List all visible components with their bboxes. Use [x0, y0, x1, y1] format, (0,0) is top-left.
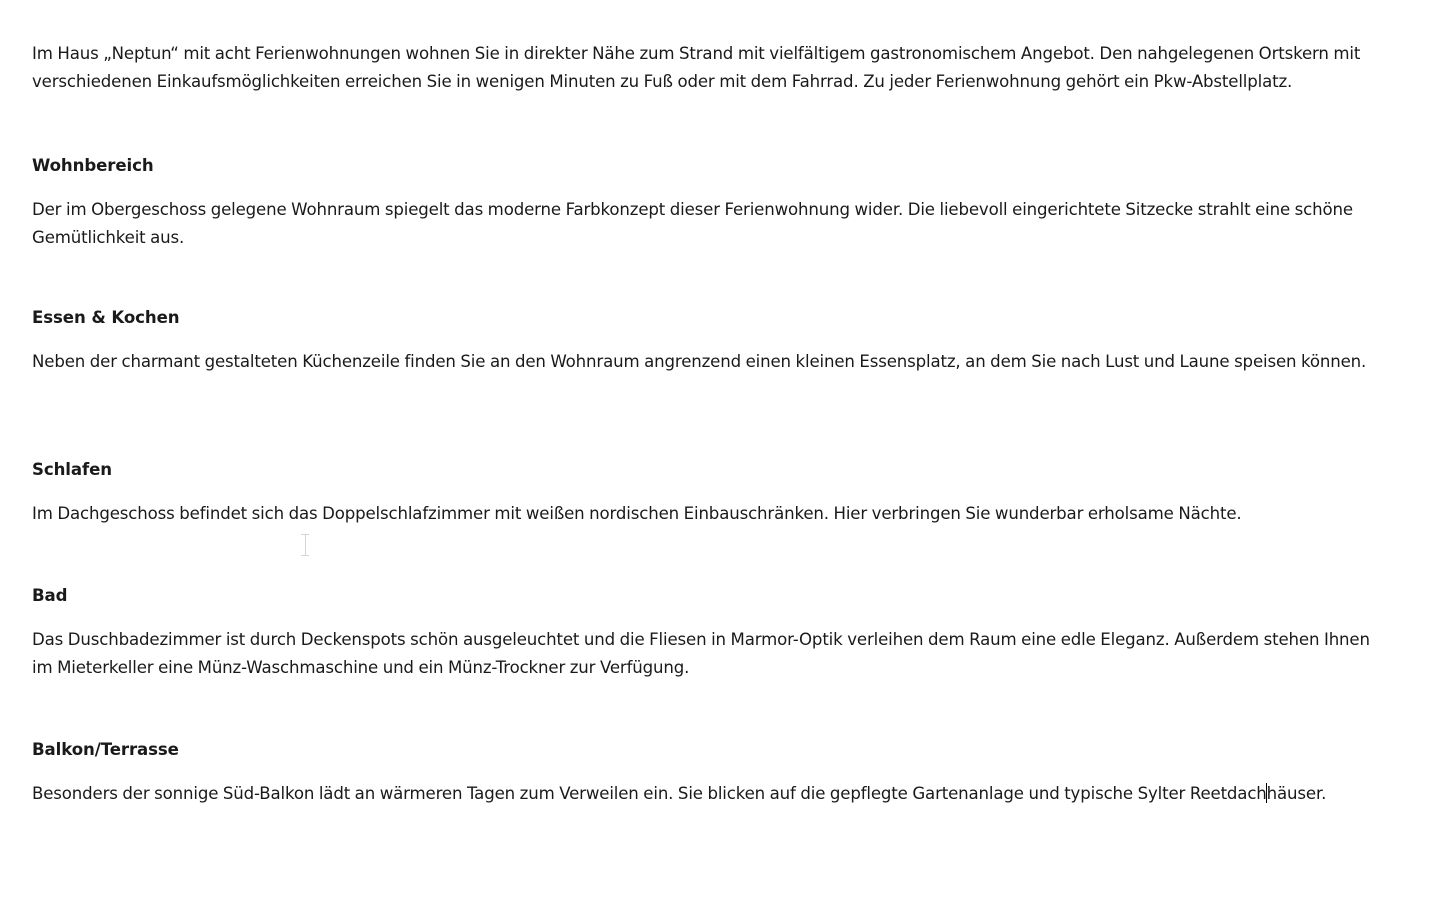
mouse-ibeam-cursor-icon — [304, 534, 306, 556]
section-paragraph[interactable]: Neben der charmant gestalteten Küchenzeile finden Sie an den Wohnraum angrenzend einen kleinen Essensplatz, an dem Sie nach Lust und Laune speisen können. — [32, 352, 1367, 371]
section-paragraph[interactable]: Im Dachgeschoss befindet sich das Doppelschlafzimmer mit weißen nordischen Einbauschränken. Hier verbringen Sie wunderbar erholsame Nächte. — [32, 504, 1242, 523]
intro-paragraph[interactable]: Im Haus „Neptun“ mit acht Ferienwohnungen wohnen Sie in direkter Nähe zum Strand mit vielfältigem gastronomischem Angebot. Den nahgelegenen Ortskern mit verschiedenen Einkaufsmöglichkeiten erreichen Sie in wenigen Minuten zu Fuß oder mit dem Fahrrad. Zu jeder Ferienwohnung gehört ein Pkw-Abstellplatz. — [32, 44, 1361, 91]
section-heading: Balkon/Terrasse — [32, 740, 179, 759]
text-after-caret: häuser. — [1266, 784, 1327, 803]
section-paragraph[interactable] — [32, 780, 1372, 808]
section-bad — [32, 585, 1372, 681]
section-heading: Wohnbereich — [32, 156, 154, 175]
section-wohnbereich — [32, 155, 1372, 251]
section-paragraph[interactable]: Das Duschbadezimmer ist durch Deckenspots schön ausgeleuchtet und die Fliesen in Marmor-Optik verleihen dem Raum eine edle Eleganz. Außerdem stehen Ihnen im Mieterkeller eine Münz-Waschmaschine und ein Münz-Trockner zur Verfügung. — [32, 630, 1370, 677]
text-before-caret: Besonders der sonnige Süd-Balkon lädt an wärmeren Tagen zum Verweilen ein. Sie blicken auf die gepflegte Gartenanlage und typische Sylter Reetdach — [32, 784, 1267, 803]
section-schlafen — [32, 459, 1372, 528]
section-balkon-terrasse — [32, 739, 1372, 808]
section-paragraph[interactable]: Der im Obergeschoss gelegene Wohnraum spiegelt das moderne Farbkonzept dieser Ferienwohnung wider. Die liebevoll eingerichtete Sitzecke strahlt eine schöne Gemütlichkeit aus. — [32, 200, 1353, 247]
section-heading: Schlafen — [32, 460, 112, 479]
section-heading: Essen & Kochen — [32, 308, 180, 327]
section-essen-kochen — [32, 307, 1372, 376]
section-heading: Bad — [32, 586, 68, 605]
